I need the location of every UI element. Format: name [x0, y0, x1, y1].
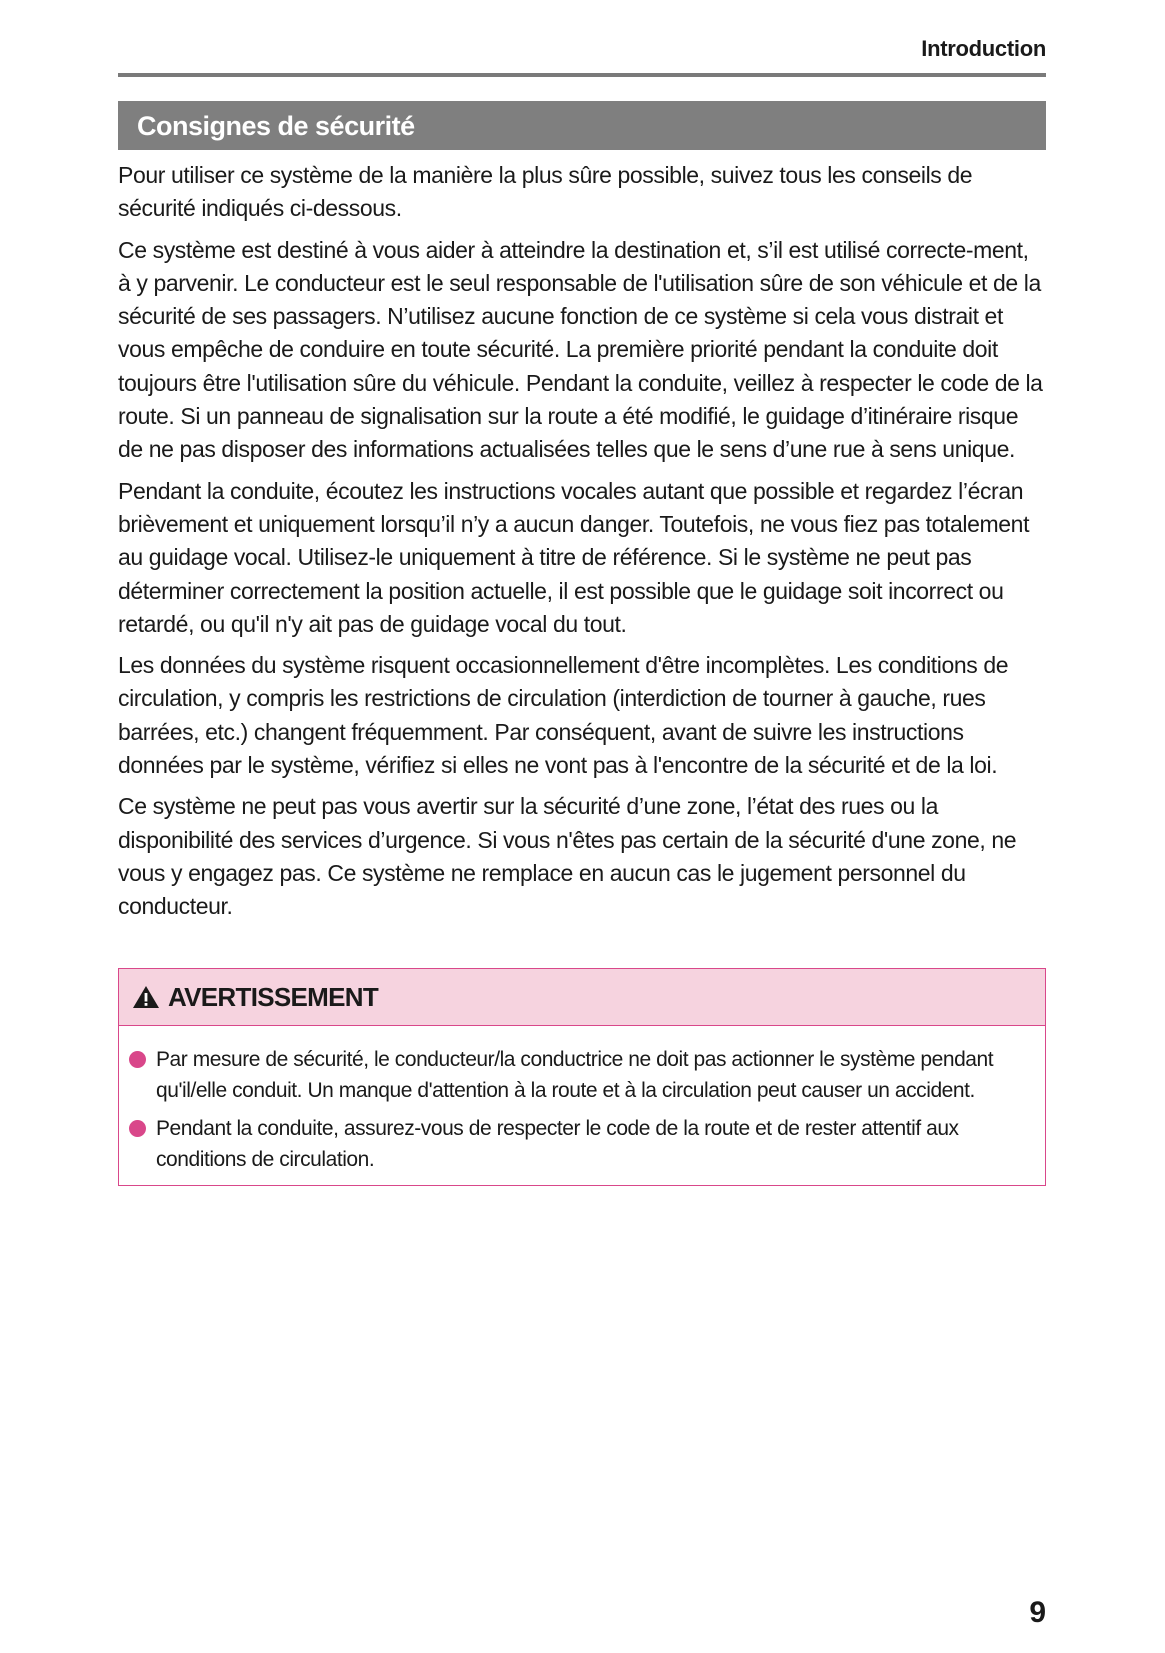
- running-header-title: Introduction: [921, 36, 1046, 61]
- warning-box: [118, 968, 1046, 1186]
- bullet-dot-icon: [129, 1120, 146, 1137]
- paragraph: Ce système est destiné à vous aider à atteindre la destination et, s’il est utilisé correcte-ment, à y parvenir. Le conducteur est le seul responsable de l'utilisation sûre de son véhicule et de la sécurité de ses passagers. N’utilisez aucune fonction de ce système si cela vous distrait et vous empêche de conduire en toute sécurité. La première priorité pendant la conduite doit toujours être l'utilisation sûre du véhicule. Pendant la conduite, veillez à respecter le code de la route. Si un panneau de signalisation sur la route a été modifié, le guidage d’itinéraire risque de ne pas disposer des informations actualisées telles que le sens d’une rue à sens unique.: [118, 236, 1043, 463]
- warning-header: [119, 969, 1045, 1026]
- paragraph: Pendant la conduite, écoutez les instructions vocales autant que possible et regardez l’écran brièvement et uniquement lorsqu’il n’y a aucun danger. Toutefois, ne vous fiez pas totalement au guidage vocal. Utilisez-le uniquement à titre de référence. Si le système ne peut pas déterminer correctement la position actuelle, il est possible que le guidage soit incorrect ou retardé, ou qu'il n'y ait pas de guidage vocal du tout.: [118, 477, 1030, 637]
- paragraph: Pour utiliser ce système de la manière la plus sûre possible, suivez tous les conseils de sécurité indiqués ci-dessous.: [118, 162, 973, 222]
- warning-item-text: Pendant la conduite, assurez-vous de respecter le code de la route et de rester attentif aux conditions de circulation.: [156, 1117, 959, 1171]
- paragraph: Les données du système risquent occasionnellement d'être incomplètes. Les conditions de circulation, y compris les restrictions de circulation (interdiction de tourner à gauche, rues barrées, etc.) changent fréquemment. Par conséquent, avant de suivre les instructions données par le système, vérifiez si elles ne vont pas à l'encontre de la sécurité et de la loi.: [118, 652, 1009, 779]
- paragraph: Ce système ne peut pas vous avertir sur la sécurité d’une zone, l’état des rues ou la disponibilité des services d’urgence. Si vous n'êtes pas certain de la sécurité d'une zone, ne vous y engagez pas. Ce système ne remplace en aucun cas le jugement personnel du conducteur.: [118, 793, 1017, 920]
- section-heading-bar: [118, 101, 1046, 150]
- body-text: [118, 159, 1046, 932]
- warning-item: [119, 1045, 1045, 1106]
- section-title: Consignes de sécurité: [137, 111, 415, 141]
- header-divider: [118, 73, 1046, 77]
- bullet-dot-icon: [129, 1051, 146, 1068]
- warning-title: AVERTISSEMENT: [168, 982, 378, 1012]
- warning-list: [119, 1045, 1045, 1183]
- warning-item-text: Par mesure de sécurité, le conducteur/la conductrice ne doit pas actionner le système pendant qu'il/elle conduit. Un manque d'attention à la route et à la circulation peut causer un accident.: [156, 1048, 994, 1102]
- warning-item: [119, 1114, 1045, 1175]
- warning-triangle-icon: [132, 985, 160, 1009]
- page-number: 9: [1029, 1596, 1046, 1629]
